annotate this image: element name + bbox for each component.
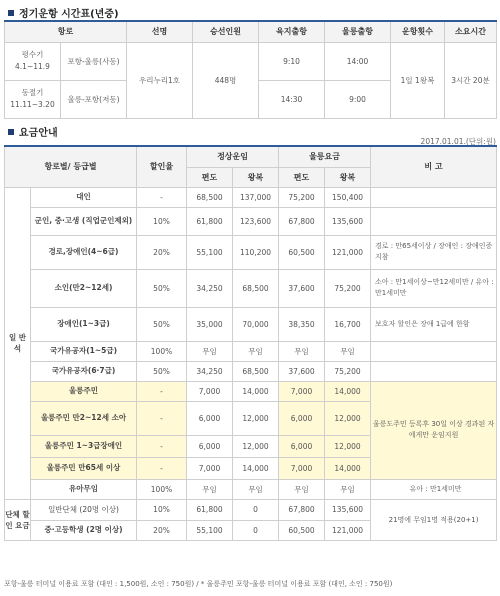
header-regular-round: 왕복 <box>233 167 279 187</box>
fare-discount: 100% <box>137 479 187 499</box>
fare-row <box>5 269 497 307</box>
header-ulleung-round: 왕복 <box>325 167 371 187</box>
fare-discount: 50% <box>137 269 187 307</box>
fare-ulleung-oneway: 75,200 <box>279 187 325 207</box>
header-route: 항로 <box>5 21 127 42</box>
period-summer-dates: 4.1~11.9 <box>15 62 50 71</box>
fare-ulleung-oneway: 7,000 <box>279 457 325 479</box>
group-discount-label: 단체 할인 요금 <box>5 499 31 540</box>
fare-ulleung-round: 75,200 <box>325 361 371 381</box>
header-frequency: 운항횟수 <box>391 21 445 42</box>
fare-regular-oneway: 35,000 <box>187 307 233 341</box>
fare-discount: 50% <box>137 361 187 381</box>
section-bullet-icon <box>8 129 14 135</box>
fare-ulleung-oneway: 37,600 <box>279 361 325 381</box>
fare-regular-oneway: 6,000 <box>187 401 233 435</box>
capacity: 448명 <box>193 42 259 118</box>
fare-row <box>5 235 497 269</box>
header-depart-ulleung: 울릉출항 <box>325 21 391 42</box>
group-general-label: 일 반 석 <box>5 187 31 499</box>
header-depart-land: 육지출항 <box>259 21 325 42</box>
fare-regular-round: 123,600 <box>233 207 279 235</box>
fare-row-resident <box>5 381 497 401</box>
fare-regular-oneway: 무임 <box>187 341 233 361</box>
fare-row-group <box>5 499 497 520</box>
fare-regular-oneway: 55,100 <box>187 235 233 269</box>
depart-ulleung-2: 9:00 <box>325 80 391 118</box>
depart-land-1: 9:10 <box>259 42 325 80</box>
fare-regular-round: 14,000 <box>233 381 279 401</box>
fare-ulleung-oneway: 무임 <box>279 341 325 361</box>
fare-regular-oneway: 34,250 <box>187 269 233 307</box>
fare-note: 경로 : 만65세이상 / 장애인 : 장애인증 지참 <box>371 235 497 269</box>
fare-ulleung-round: 75,200 <box>325 269 371 307</box>
fare-ulleung-oneway: 37,600 <box>279 269 325 307</box>
period-summer <box>5 42 61 80</box>
fare-discount: - <box>137 187 187 207</box>
fare-ulleung-round: 무임 <box>325 341 371 361</box>
duration: 3시간 20분 <box>445 42 497 118</box>
fare-ulleung-round: 121,000 <box>325 235 371 269</box>
fare-category: 국가유공자(6·7급) <box>31 361 137 381</box>
resident-note: 울릉도주민 등록후 30일 이상 경과된 자에게만 운임지원 <box>371 381 497 479</box>
fare-ulleung-oneway: 67,800 <box>279 207 325 235</box>
fare-regular-round: 70,000 <box>233 307 279 341</box>
header-regular-oneway: 편도 <box>187 167 233 187</box>
group-note: 21명에 무임1명 적용(20+1) <box>371 499 497 540</box>
fare-category: 장애인(1~3급) <box>31 307 137 341</box>
fare-category: 소인(만2~12세) <box>31 269 137 307</box>
fare-category: 경로,장애인(4~6급) <box>31 235 137 269</box>
fare-ulleung-round: 12,000 <box>325 401 371 435</box>
fare-regular-round: 137,000 <box>233 187 279 207</box>
section-bullet-icon <box>8 10 14 16</box>
fare-note-empty <box>371 361 497 381</box>
fare-row <box>5 341 497 361</box>
fare-note-empty <box>371 207 497 235</box>
fare-ulleung-round: 135,600 <box>325 207 371 235</box>
period-winter-label: 동절기 <box>21 88 44 97</box>
fare-discount: - <box>137 457 187 479</box>
fare-section-header <box>8 124 58 139</box>
fare-discount: - <box>137 381 187 401</box>
fare-regular-oneway: 61,800 <box>187 499 233 520</box>
header-duration: 소요시간 <box>445 21 497 42</box>
fare-ulleung-oneway: 6,000 <box>279 435 325 457</box>
fare-category: 울릉주민 만2~12세 소아 <box>31 401 137 435</box>
fare-regular-oneway: 7,000 <box>187 381 233 401</box>
fare-regular-round: 14,000 <box>233 457 279 479</box>
period-winter <box>5 80 61 118</box>
period-winter-dates: 11.11~3.20 <box>10 100 55 109</box>
fare-row <box>5 361 497 381</box>
fare-regular-round: 0 <box>233 499 279 520</box>
fare-regular-oneway: 61,800 <box>187 207 233 235</box>
fare-table <box>4 145 497 541</box>
route-2: 울릉-포항(저동) <box>61 80 127 118</box>
header-route-grade: 항로별/ 등급별 <box>5 146 137 187</box>
fare-regular-oneway: 6,000 <box>187 435 233 457</box>
fare-discount: 100% <box>137 341 187 361</box>
fare-ulleung-oneway: 60,500 <box>279 235 325 269</box>
fare-category: 울릉주민 1~3급장애인 <box>31 435 137 457</box>
fare-ulleung-oneway: 60,500 <box>279 520 325 540</box>
fare-category: 유아무임 <box>31 479 137 499</box>
fare-category: 국가유공자(1~5급) <box>31 341 137 361</box>
schedule-row <box>5 42 497 80</box>
fare-ulleung-oneway: 6,000 <box>279 401 325 435</box>
schedule-section-title: 정기운항 시간표(년중) <box>19 9 119 20</box>
fare-regular-round: 12,000 <box>233 401 279 435</box>
fare-ulleung-round: 150,400 <box>325 187 371 207</box>
fare-ulleung-round: 12,000 <box>325 435 371 457</box>
footer-note: 포항-울릉 터미널 이용료 포함 (대인 : 1,500원, 소인 : 750원) / * 울릉주민 포항-울릉 터미널 이용료 포함 (대인, 소인 : 750원) <box>4 580 393 588</box>
fare-ulleung-round: 16,700 <box>325 307 371 341</box>
header-note: 비 고 <box>371 146 497 187</box>
fare-category: 일반단체 (20명 이상) <box>31 499 137 520</box>
fare-ulleung-oneway: 38,350 <box>279 307 325 341</box>
fare-note: 소아 : 만1세이상~만12세미만 / 유아 : 만1세미만 <box>371 269 497 307</box>
fare-note-empty <box>371 341 497 361</box>
fare-regular-round: 12,000 <box>233 435 279 457</box>
fare-regular-oneway: 55,100 <box>187 520 233 540</box>
fare-discount: - <box>137 435 187 457</box>
fare-header-row <box>5 146 497 167</box>
fare-section-title: 요금안내 <box>19 128 58 139</box>
fare-category: 군인, 중·고생 (직업군인제외) <box>31 207 137 235</box>
fare-row <box>5 479 497 499</box>
depart-ulleung-1: 14:00 <box>325 42 391 80</box>
fare-note-empty <box>371 187 497 207</box>
fare-category: 울릉주민 만65세 이상 <box>31 457 137 479</box>
fare-date-note: 2017.01.01.(단위:원) <box>420 137 496 146</box>
header-regular-fare: 정상운임 <box>187 146 279 167</box>
fare-ulleung-round: 135,600 <box>325 499 371 520</box>
fare-discount: 10% <box>137 499 187 520</box>
fare-row <box>5 207 497 235</box>
fare-regular-round: 110,200 <box>233 235 279 269</box>
fare-regular-round: 무임 <box>233 341 279 361</box>
fare-regular-round: 68,500 <box>233 361 279 381</box>
header-ulleung-oneway: 편도 <box>279 167 325 187</box>
fare-discount: 50% <box>137 307 187 341</box>
fare-category: 대인 <box>31 187 137 207</box>
fare-discount: 20% <box>137 235 187 269</box>
fare-regular-round: 무임 <box>233 479 279 499</box>
fare-category: 중·고등학생 (2명 이상) <box>31 520 137 540</box>
route-1: 포항-울릉(사동) <box>61 42 127 80</box>
schedule-table <box>4 20 497 119</box>
header-ship: 선명 <box>127 21 193 42</box>
depart-land-2: 14:30 <box>259 80 325 118</box>
fare-ulleung-oneway: 7,000 <box>279 381 325 401</box>
fare-discount: - <box>137 401 187 435</box>
fare-ulleung-oneway: 67,800 <box>279 499 325 520</box>
fare-discount: 10% <box>137 207 187 235</box>
header-ulleung-fare: 울릉요금 <box>279 146 371 167</box>
header-discount: 할인율 <box>137 146 187 187</box>
period-summer-label: 평수기 <box>21 50 44 59</box>
fare-regular-oneway: 7,000 <box>187 457 233 479</box>
fare-row <box>5 187 497 207</box>
fare-category: 울릉주민 <box>31 381 137 401</box>
schedule-section-header <box>8 5 119 20</box>
fare-discount: 20% <box>137 520 187 540</box>
fare-regular-oneway: 34,250 <box>187 361 233 381</box>
header-capacity: 승선인원 <box>193 21 259 42</box>
fare-ulleung-round: 무임 <box>325 479 371 499</box>
fare-ulleung-oneway: 무임 <box>279 479 325 499</box>
frequency: 1일 1왕복 <box>391 42 445 118</box>
fare-ulleung-round: 121,000 <box>325 520 371 540</box>
fare-regular-round: 68,500 <box>233 269 279 307</box>
fare-regular-round: 0 <box>233 520 279 540</box>
fare-regular-oneway: 무임 <box>187 479 233 499</box>
ship-name: 우리누리1호 <box>127 42 193 118</box>
fare-row <box>5 307 497 341</box>
fare-ulleung-round: 14,000 <box>325 381 371 401</box>
fare-regular-oneway: 68,500 <box>187 187 233 207</box>
fare-note: 유아 : 만1세미만 <box>371 479 497 499</box>
fare-note: 보호자 할인은 장애 1급에 한함 <box>371 307 497 341</box>
fare-ulleung-round: 14,000 <box>325 457 371 479</box>
schedule-header-row <box>5 21 497 42</box>
